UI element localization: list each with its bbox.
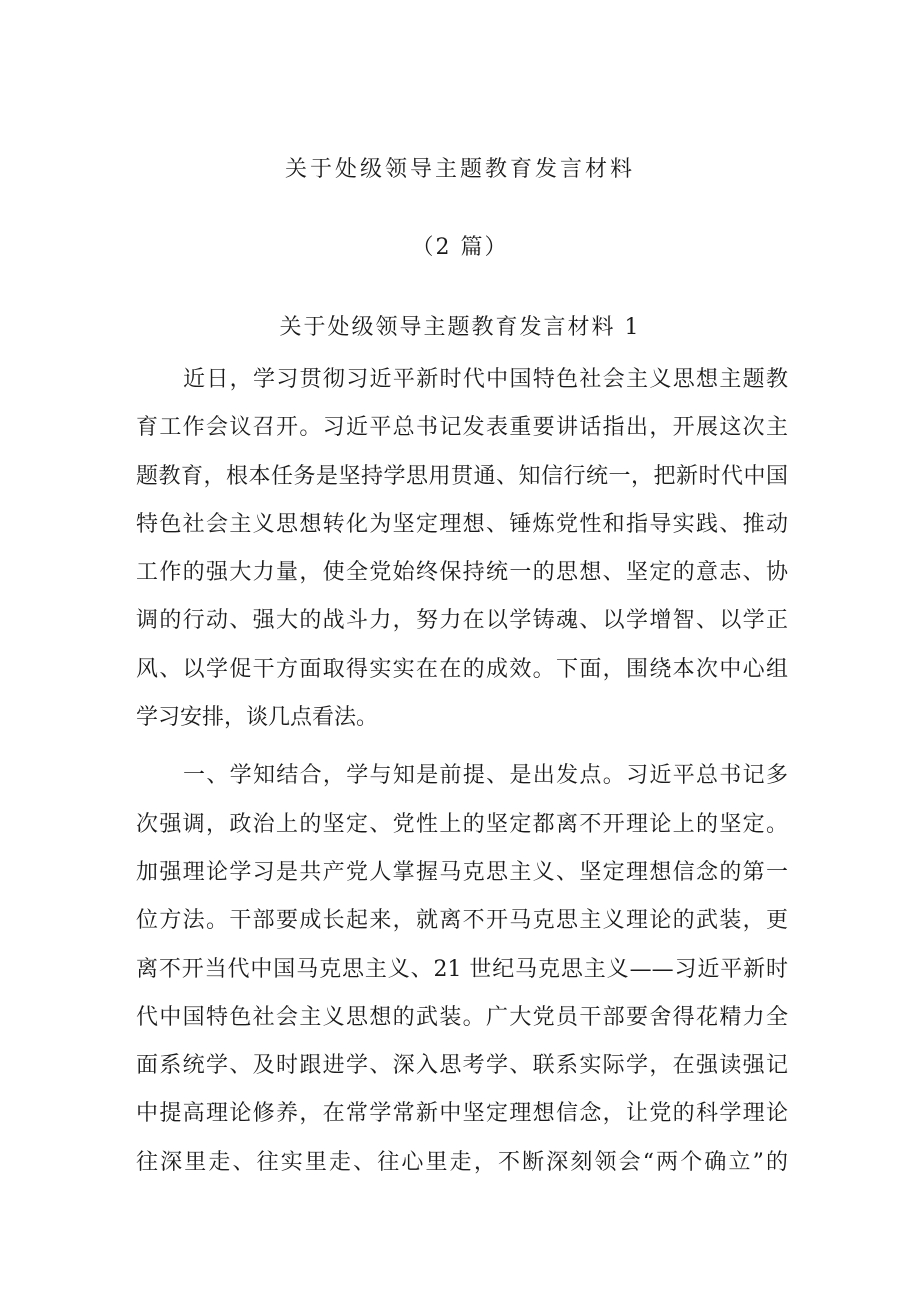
paragraph-line: 特色社会主义思想转化为坚定理想、锤炼党性和指导实践、推动 xyxy=(136,511,788,537)
paragraph-2 xyxy=(136,752,788,1187)
paragraph-line: 学习安排，谈几点看法。 xyxy=(136,705,379,731)
paragraph-line: 中提高理论修养，在常学常新中坚定理想信念，让党的科学理论 xyxy=(136,1101,788,1127)
paragraph-line: 工作的强大力量，使全党始终保持统一的思想、坚定的意志、协 xyxy=(136,560,788,586)
document-body xyxy=(136,356,788,1187)
paragraph-line: 离不开当代中国马克思主义、21 世纪马克思主义——习近平新时 xyxy=(136,956,788,982)
paragraph-line: 面系统学、及时跟进学、深入思考学、联系实际学，在强读强记 xyxy=(136,1053,788,1079)
paragraph-line: 次强调，政治上的坚定、党性上的坚定都离不开理论上的坚定。 xyxy=(136,811,788,837)
paragraph-line: 题教育，根本任务是坚持学思用贯通、知信行统一，把新时代中国 xyxy=(136,463,788,489)
paragraph-line: 加强理论学习是共产党人掌握马克思主义、坚定理想信念的第一 xyxy=(136,859,788,885)
paragraph-line: 一、学知结合，学与知是前提、是出发点。习近平总书记多 xyxy=(183,763,788,789)
paragraph-line: 位方法。干部要成长起来，就离不开马克思主义理论的武装，更 xyxy=(136,908,788,934)
paragraph-line: 育工作会议召开。习近平总书记发表重要讲话指出，开展这次主 xyxy=(136,415,788,441)
paragraph-line: 调的行动、强大的战斗力，努力在以学铸魂、以学增智、以学正 xyxy=(136,608,788,634)
document-subtitle: （2 篇） xyxy=(411,235,509,260)
paragraph-1 xyxy=(136,356,788,742)
document-title: 关于处级领导主题教育发言材料 xyxy=(284,157,635,182)
paragraph-line: 往深里走、往实里走、往心里走，不断深刻领会“两个确立”的 xyxy=(136,1149,788,1175)
paragraph-line: 风、以学促干方面取得实实在在的成效。下面，围绕本次中心组 xyxy=(136,656,788,682)
paragraph-line: 代中国特色社会主义思想的武装。广大党员干部要舍得花精力全 xyxy=(136,1004,788,1030)
section-title: 关于处级领导主题教育发言材料 1 xyxy=(279,315,641,340)
paragraph-line: 近日，学习贯彻习近平新时代中国特色社会主义思想主题教 xyxy=(183,367,788,392)
